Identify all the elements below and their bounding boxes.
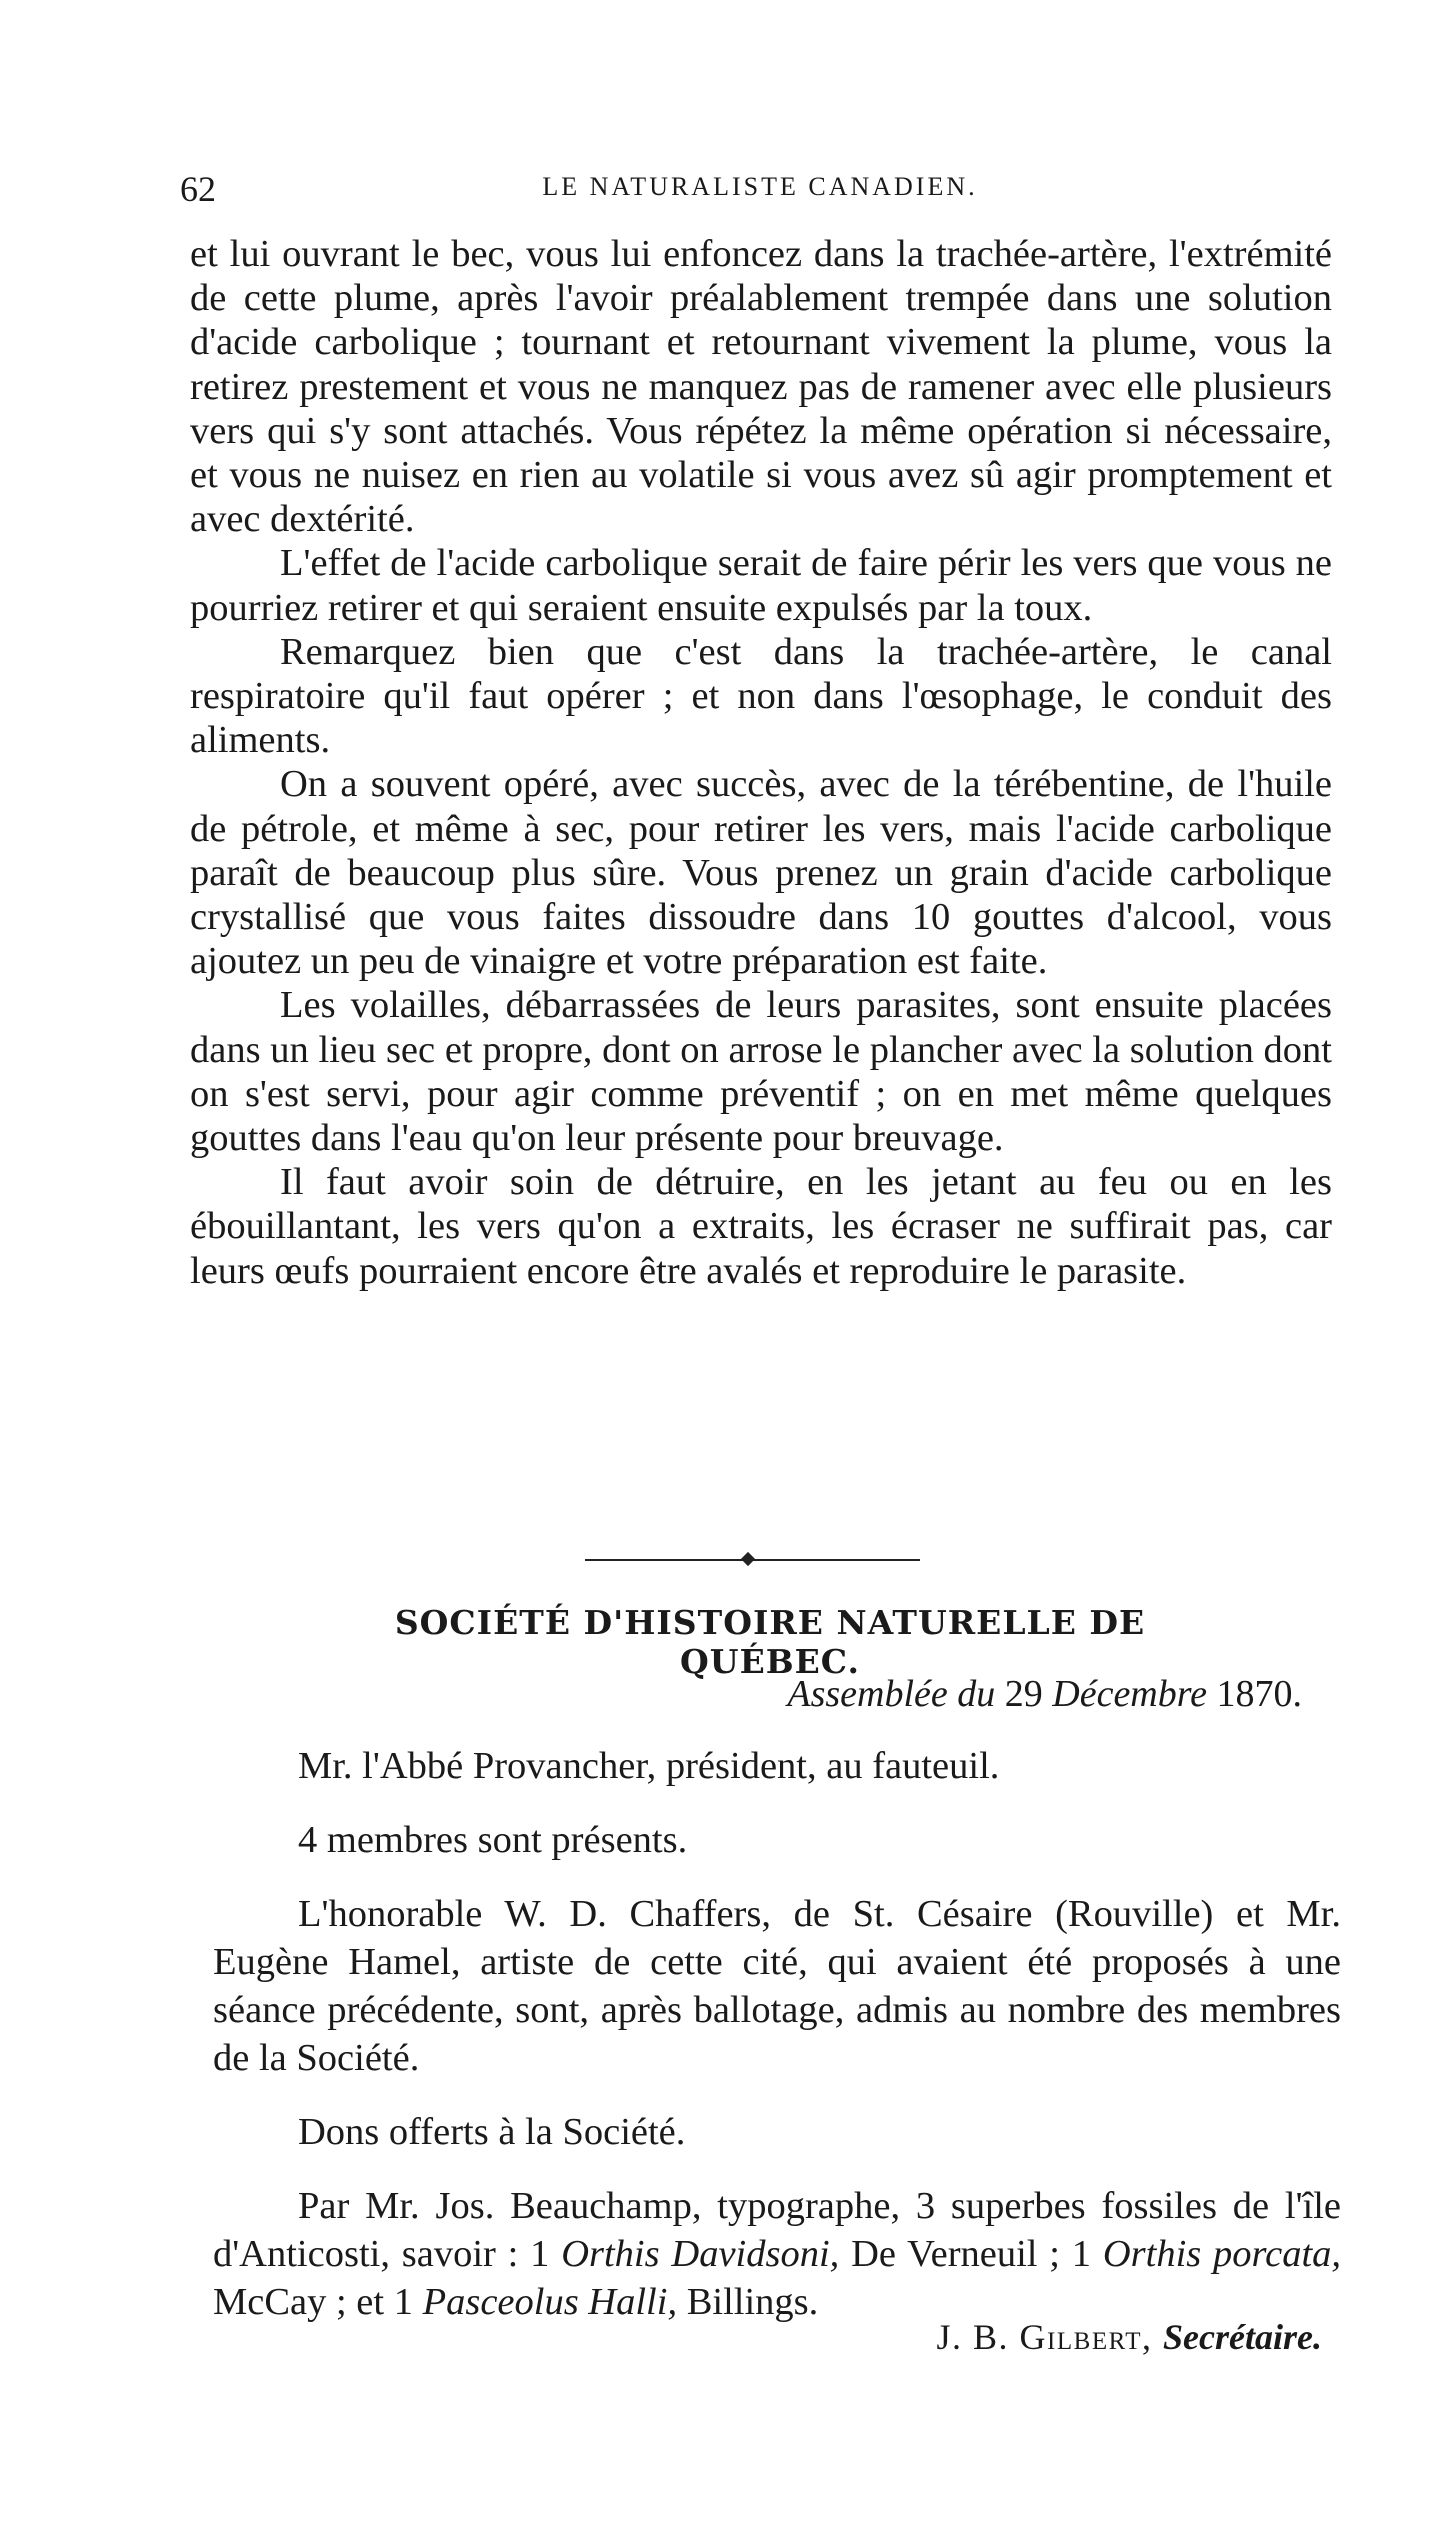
signature-name: Gilbert,	[1019, 2317, 1153, 2357]
assembly-day: 29	[1004, 1673, 1043, 1715]
donations-paragraph	[213, 2182, 1341, 2326]
species-name: Orthis porcata,	[1102, 2233, 1342, 2275]
paragraph: Remarquez bien que c'est dans la trachée-artère, le canal respiratoire qu'il faut opérer ; et non dans l'œsophage, le conduit des aliments.	[190, 630, 1332, 762]
paragraph: Mr. l'Abbé Provancher, président, au fauteuil.	[298, 1745, 1000, 1787]
paragraph: Il faut avoir soin de détruire, en les jetant au feu ou en les ébouillantant, les vers qu'on a extraits, les écraser ne suffirait pas, car leurs œufs pourraient encore être avalés et reproduire le parasite.	[190, 1161, 1332, 1292]
diamond-ornament-icon	[741, 1552, 755, 1566]
page-number: 62	[180, 169, 216, 209]
paragraph: et lui ouvrant le bec, vous lui enfoncez dans la trachée-artère, l'extrémité de cette plume, après l'avoir préalablement trempée dans une solution d'acide carbolique ; tournant et retournant vivement la plume, vous la retirez prestement et vous ne manquez pas de ramener avec elle plusieurs vers qui s'y sont attachés. Vous répétez la même opération si nécessaire, et vous ne nuisez en rien au volatile si vous avez sû agir promptement et avec dextérité.	[190, 233, 1332, 541]
paragraph: L'honorable W. D. Chaffers, de St. Césaire (Rouville) et Mr. Eugène Hamel, artiste de cette cité, qui avaient été proposés à une séance précédente, sont, après ballotage, admis au nombre des membres de la Société.	[213, 1893, 1341, 2079]
paragraph: L'effet de l'acide carbolique serait de faire périr les vers que vous ne pourriez retirer et qui seraient ensuite expulsés par la toux.	[190, 542, 1332, 629]
minutes-body	[213, 1742, 1341, 2352]
assembly-prefix: Assemblée du	[787, 1673, 996, 1715]
paragraph: 4 membres sont présents.	[298, 1819, 688, 1861]
page-header	[180, 168, 1340, 218]
text-run: Par Mr. Jos. Beauchamp, typographe, 3 superbes fossiles de l'île d'Anticosti, savoir : 1	[213, 2185, 1341, 2275]
species-name: Pasceolus Halli,	[422, 2281, 678, 2323]
paragraph: Dons offerts à la Société.	[298, 2111, 686, 2153]
signature	[937, 2316, 1322, 2358]
signature-title: Secrétaire.	[1163, 2317, 1322, 2357]
running-title: LE NATURALISTE CANADIEN.	[542, 172, 978, 201]
text-run: De Verneuil ; 1	[851, 2233, 1092, 2275]
text-run: Billings.	[686, 2281, 819, 2323]
assembly-year: 1870.	[1216, 1673, 1302, 1715]
section-title: SOCIÉTÉ D'HISTOIRE NATURELLE DE QUÉBEC.	[394, 1603, 1146, 1681]
signature-initials: J. B.	[936, 2317, 1010, 2357]
assembly-month: Décembre	[1052, 1673, 1207, 1715]
assembly-date	[787, 1672, 1302, 1716]
species-name: Orthis Davidsoni,	[561, 2233, 840, 2275]
text-run: McCay ; et 1	[213, 2281, 413, 2323]
paragraph: Les volailles, débarrassées de leurs parasites, sont ensuite placées dans un lieu sec et propre, dont on arrose le plancher avec la solution dont on s'est servi, pour agir comme préventif ; on en met même quelques gouttes dans l'eau qu'on leur présente pour breuvage.	[190, 984, 1332, 1160]
section-separator	[585, 1554, 920, 1566]
paragraph: On a souvent opéré, avec succès, avec de la térébentine, de l'huile de pétrole, et même à sec, pour retirer les vers, mais l'acide carbolique paraît de beaucoup plus sûre. Vous prenez un grain d'acide carbolique crystallisé que vous faites dissoudre dans 10 gouttes d'alcool, vous ajoutez un peu de vinaigre et votre préparation est faite.	[190, 763, 1332, 983]
article-body	[190, 232, 1332, 1293]
